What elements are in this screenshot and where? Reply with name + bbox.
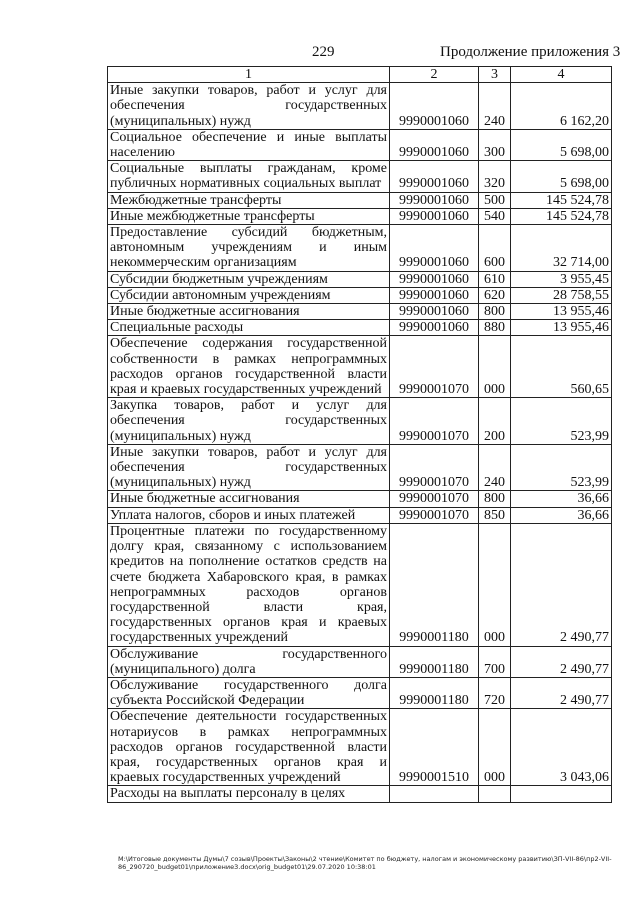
row-name-cell: Субсидии автономным учреждениям	[108, 287, 390, 303]
row-name-cell: Предоставление субсидий бюджетным, автономным учреждениям и иным некоммерческим организациям	[108, 225, 390, 272]
row-name-cell: Процентные платежи по государственному долгу края, связанному с использованием кредитов на пополнение остатков средств на счете бюджета Хабаровского края, в рамках непрограммных расходов органов государственной власти края, государственных органов края и краевых государственных учреждений	[108, 523, 390, 646]
row-code-cell: 9990001060	[390, 83, 479, 130]
row-code-cell: 9990001060	[390, 161, 479, 192]
row-type-cell: 800	[479, 491, 511, 507]
table-row	[108, 786, 612, 802]
row-code-cell: 9990001060	[390, 225, 479, 272]
row-name-cell: Обеспечение деятельности государственных нотариусов в рамках непрограммных расходов органов государственной власти края, государственных органов края и краевых государственных учреждений	[108, 709, 390, 786]
table-row	[108, 398, 612, 445]
row-code-cell: 9990001070	[390, 398, 479, 445]
row-name-cell: Иные закупки товаров, работ и услуг для обеспечения государственных (муниципальных) нужд	[108, 83, 390, 130]
row-code-cell: 9990001060	[390, 320, 479, 336]
table-row	[108, 320, 612, 336]
page-number: 229	[312, 44, 335, 60]
row-type-cell: 620	[479, 287, 511, 303]
row-code-cell: 9990001070	[390, 336, 479, 398]
row-code-cell: 9990001060	[390, 129, 479, 160]
row-amount-cell: 28 758,55	[511, 287, 612, 303]
row-amount-cell: 2 490,77	[511, 523, 612, 646]
row-name-cell: Межбюджетные трансферты	[108, 192, 390, 208]
row-type-cell: 200	[479, 398, 511, 445]
row-type-cell: 600	[479, 225, 511, 272]
table-row	[108, 225, 612, 272]
row-type-cell: 000	[479, 336, 511, 398]
row-amount-cell: 523,99	[511, 398, 612, 445]
table-row	[108, 709, 612, 786]
row-name-cell: Обслуживание государственного (муниципального) долга	[108, 646, 390, 677]
row-amount-cell: 560,65	[511, 336, 612, 398]
row-amount-cell: 36,66	[511, 507, 612, 523]
row-amount-cell: 13 955,46	[511, 304, 612, 320]
row-name-cell: Закупка товаров, работ и услуг для обеспечения государственных (муниципальных) нужд	[108, 398, 390, 445]
row-code-cell: 9990001180	[390, 523, 479, 646]
row-amount-cell: 36,66	[511, 491, 612, 507]
row-amount-cell: 3 043,06	[511, 709, 612, 786]
table-row	[108, 523, 612, 646]
row-amount-cell: 523,99	[511, 444, 612, 491]
row-type-cell: 240	[479, 83, 511, 130]
column-header-3: 3	[479, 67, 511, 83]
column-header-4: 4	[511, 67, 612, 83]
row-name-cell: Обслуживание государственного долга субъекта Российской Федерации	[108, 677, 390, 708]
row-code-cell: 9990001510	[390, 709, 479, 786]
row-amount-cell: 5 698,00	[511, 129, 612, 160]
row-type-cell: 880	[479, 320, 511, 336]
table-row	[108, 287, 612, 303]
row-type-cell: 500	[479, 192, 511, 208]
column-header-2: 2	[390, 67, 479, 83]
row-type-cell: 300	[479, 129, 511, 160]
table-body	[108, 83, 612, 802]
row-amount-cell: 145 524,78	[511, 192, 612, 208]
row-code-cell: 9990001060	[390, 192, 479, 208]
row-type-cell: 540	[479, 208, 511, 224]
row-type-cell: 700	[479, 646, 511, 677]
row-amount-cell: 145 524,78	[511, 208, 612, 224]
row-name-cell: Уплата налогов, сборов и иных платежей	[108, 507, 390, 523]
row-name-cell: Субсидии бюджетным учреждениям	[108, 271, 390, 287]
row-name-cell: Социальные выплаты гражданам, кроме публичных нормативных социальных выплат	[108, 161, 390, 192]
row-code-cell: 9990001060	[390, 287, 479, 303]
table-row	[108, 271, 612, 287]
row-code-cell: 9990001060	[390, 304, 479, 320]
budget-table	[107, 66, 612, 803]
row-type-cell	[479, 786, 511, 802]
column-header-1: 1	[108, 67, 390, 83]
row-type-cell: 320	[479, 161, 511, 192]
table-row	[108, 208, 612, 224]
row-name-cell: Специальные расходы	[108, 320, 390, 336]
row-code-cell	[390, 786, 479, 802]
row-amount-cell: 32 714,00	[511, 225, 612, 272]
row-amount-cell: 2 490,77	[511, 677, 612, 708]
row-amount-cell	[511, 786, 612, 802]
continuation-label: Продолжение приложения 3	[440, 44, 621, 60]
row-type-cell: 610	[479, 271, 511, 287]
row-name-cell: Расходы на выплаты персоналу в целях	[108, 786, 390, 802]
table-row	[108, 444, 612, 491]
row-amount-cell: 5 698,00	[511, 161, 612, 192]
row-amount-cell: 2 490,77	[511, 646, 612, 677]
row-type-cell: 000	[479, 709, 511, 786]
table-row	[108, 304, 612, 320]
row-code-cell: 9990001070	[390, 491, 479, 507]
table-row	[108, 161, 612, 192]
row-name-cell: Социальное обеспечение и иные выплаты населению	[108, 129, 390, 160]
file-path-footer: M:\Итоговые документы Думы\7 созыв\Проекты\Законы\2 чтение\Комитет по бюджету, налогам и экономическому развитию\ЗП-VII-86\пр2-VII-86_290720_budget01\приложение3.docx\orig_budget01\29.07.2020 10:38:01	[118, 855, 612, 871]
row-amount-cell: 3 955,45	[511, 271, 612, 287]
table-row	[108, 677, 612, 708]
table-row	[108, 83, 612, 130]
row-code-cell: 9990001070	[390, 507, 479, 523]
row-code-cell: 9990001070	[390, 444, 479, 491]
table-header-row	[108, 67, 612, 83]
table-row	[108, 129, 612, 160]
table-row	[108, 192, 612, 208]
table-row	[108, 336, 612, 398]
row-type-cell: 850	[479, 507, 511, 523]
row-amount-cell: 6 162,20	[511, 83, 612, 130]
row-name-cell: Иные бюджетные ассигнования	[108, 304, 390, 320]
row-name-cell: Иные закупки товаров, работ и услуг для обеспечения государственных (муниципальных) нужд	[108, 444, 390, 491]
row-code-cell: 9990001180	[390, 677, 479, 708]
row-code-cell: 9990001060	[390, 271, 479, 287]
row-name-cell: Иные бюджетные ассигнования	[108, 491, 390, 507]
row-type-cell: 240	[479, 444, 511, 491]
table-row	[108, 646, 612, 677]
row-name-cell: Обеспечение содержания государственной собственности в рамках непрограммных расходов органов государственной власти края и краевых государственных учреждений	[108, 336, 390, 398]
row-name-cell: Иные межбюджетные трансферты	[108, 208, 390, 224]
row-type-cell: 800	[479, 304, 511, 320]
row-code-cell: 9990001180	[390, 646, 479, 677]
row-type-cell: 000	[479, 523, 511, 646]
row-code-cell: 9990001060	[390, 208, 479, 224]
row-amount-cell: 13 955,46	[511, 320, 612, 336]
table-row	[108, 507, 612, 523]
row-type-cell: 720	[479, 677, 511, 708]
table-row	[108, 491, 612, 507]
